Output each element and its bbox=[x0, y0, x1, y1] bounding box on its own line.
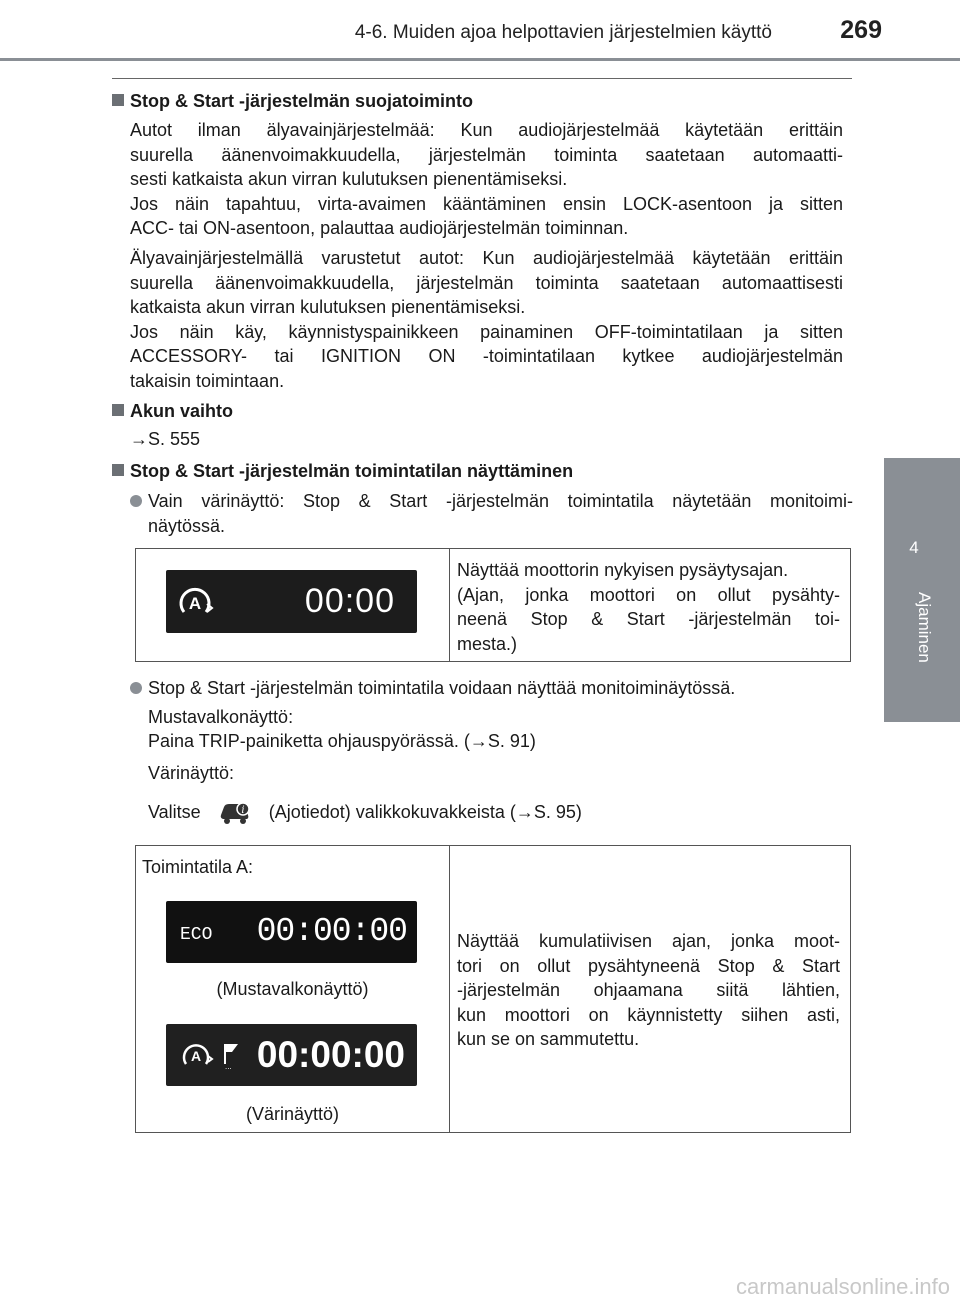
eco-indicator: ECO bbox=[180, 925, 213, 945]
battery-page-ref[interactable]: →S. 555 bbox=[130, 429, 201, 449]
table-cumulative-stop-time bbox=[135, 845, 851, 1133]
square-bullet-icon bbox=[112, 464, 124, 476]
stop-time-readout: 00:00 bbox=[304, 582, 395, 620]
mono-cumulative-readout: 00:00:00 bbox=[256, 913, 407, 950]
table-current-stop-time bbox=[135, 548, 851, 662]
color-cumulative-readout: 00:00:00 bbox=[256, 1034, 405, 1075]
auto-stop-icon bbox=[176, 582, 216, 622]
color-display-label: Värinäyttö: bbox=[148, 763, 235, 783]
table2-description: Näyttää kumulatiivisen ajan, jonka moot- tori on ollut pysähtyneenä Stop & Start -järjestelmän ohjaamana siitä lähtien, kun moottori on käynnistetty siihen asti, kun se on sammutettu. bbox=[457, 931, 840, 1049]
svg-text:A: A bbox=[190, 1048, 202, 1064]
table1-description-cell bbox=[450, 549, 851, 662]
page-number: 269 bbox=[840, 16, 882, 44]
header-rule bbox=[0, 58, 960, 61]
square-bullet-icon bbox=[112, 404, 124, 416]
section-heading-protect: Stop & Start -järjestelmän suojatoiminto bbox=[112, 91, 473, 112]
content-top-rule bbox=[112, 78, 852, 79]
stop-time-screen bbox=[166, 570, 417, 633]
chapter-label: Ajaminen bbox=[915, 592, 934, 663]
mono-display-screen bbox=[166, 901, 417, 963]
flag-icon bbox=[222, 1040, 242, 1070]
drive-info-menu-icon bbox=[206, 801, 264, 823]
chapter-side-tab bbox=[884, 458, 960, 722]
svg-text:i: i bbox=[241, 805, 245, 816]
bullet-color-display-only: Vain värinäyttö: Stop & Start -järjestelmän toimintatila näytetään monitoimi- näytössä. bbox=[130, 489, 853, 538]
page-header bbox=[0, 0, 960, 62]
paragraph-no-smart-key: Autot ilman älyavainjärjestelmää: Kun audiojärjestelmää käytetään erittäin suurella äänenvoimakkuudella, järjestelmän toiminta saatetaan automaatti- sesti katkaista akun virran kulutuksen pienentämiseksi. Jos näin tapahtuu, virta-avaimen kääntäminen ensin LOCK-asentoon ja sitten ACC- tai ON-asentoon, palauttaa audiojärjestelmän toiminnan. bbox=[130, 120, 843, 238]
color-display-caption: (Värinäyttö) bbox=[245, 1104, 340, 1124]
round-bullet-icon bbox=[130, 682, 142, 694]
chapter-number: 4 bbox=[909, 538, 919, 557]
round-bullet-icon bbox=[130, 495, 142, 507]
mono-display-instruction: Paina TRIP-painiketta ohjauspyörässä. (→S. 91) bbox=[148, 731, 536, 751]
svg-text:A: A bbox=[188, 594, 202, 613]
table2-image-cell bbox=[136, 846, 450, 1133]
color-display-instruction: Valitse i (Ajotiedot) valikkokuvakkeista (→S. 95) bbox=[148, 802, 582, 822]
square-bullet-icon bbox=[112, 94, 124, 106]
chapter-title: 4-6. Muiden ajoa helpottavien järjestelmien käyttö bbox=[354, 22, 772, 43]
svg-text:...: ... bbox=[225, 1062, 232, 1070]
watermark: carmanualsonline.info bbox=[735, 1274, 950, 1299]
mono-display-label: Mustavalkonäyttö: bbox=[148, 707, 294, 727]
section-heading-display: Stop & Start -järjestelmän toimintatilan näyttäminen bbox=[112, 461, 573, 482]
mode-a-label: Toimintatila A: bbox=[142, 857, 254, 877]
section-heading-battery: Akun vaihto bbox=[112, 401, 233, 422]
table2-description-cell bbox=[450, 846, 851, 1133]
mono-display-caption: (Mustavalkonäyttö) bbox=[216, 979, 369, 999]
auto-stop-icon bbox=[180, 1036, 220, 1074]
paragraph-smart-key: Älyavainjärjestelmällä varustetut autot: Kun audiojärjestelmää käytetään erittäin suurella äänenvoimakkuudella, järjestelmän toiminta saatetaan automaattisesti katkaista akun virran kulutuksen pienentämiseksi. Jos näin käy, käynnistyspainikkeen painaminen OFF-toimintatilaan ja sitten ACCESSORY- tai IGNITION ON -toimintatilaan kytkee audiojärjestelmän takaisin toimintaan. bbox=[130, 248, 843, 391]
table1-image-cell bbox=[136, 549, 450, 662]
bullet-multi-display: Stop & Start -järjestelmän toimintatila voidaan näyttää monitoiminäytössä. bbox=[130, 676, 853, 701]
table1-description: Näyttää moottorin nykyisen pysäytysajan. (Ajan, jonka moottori on ollut pysähty- neenä Stop & Start -järjestelmän toi- mesta.) bbox=[457, 560, 840, 654]
color-display-screen bbox=[166, 1024, 417, 1086]
